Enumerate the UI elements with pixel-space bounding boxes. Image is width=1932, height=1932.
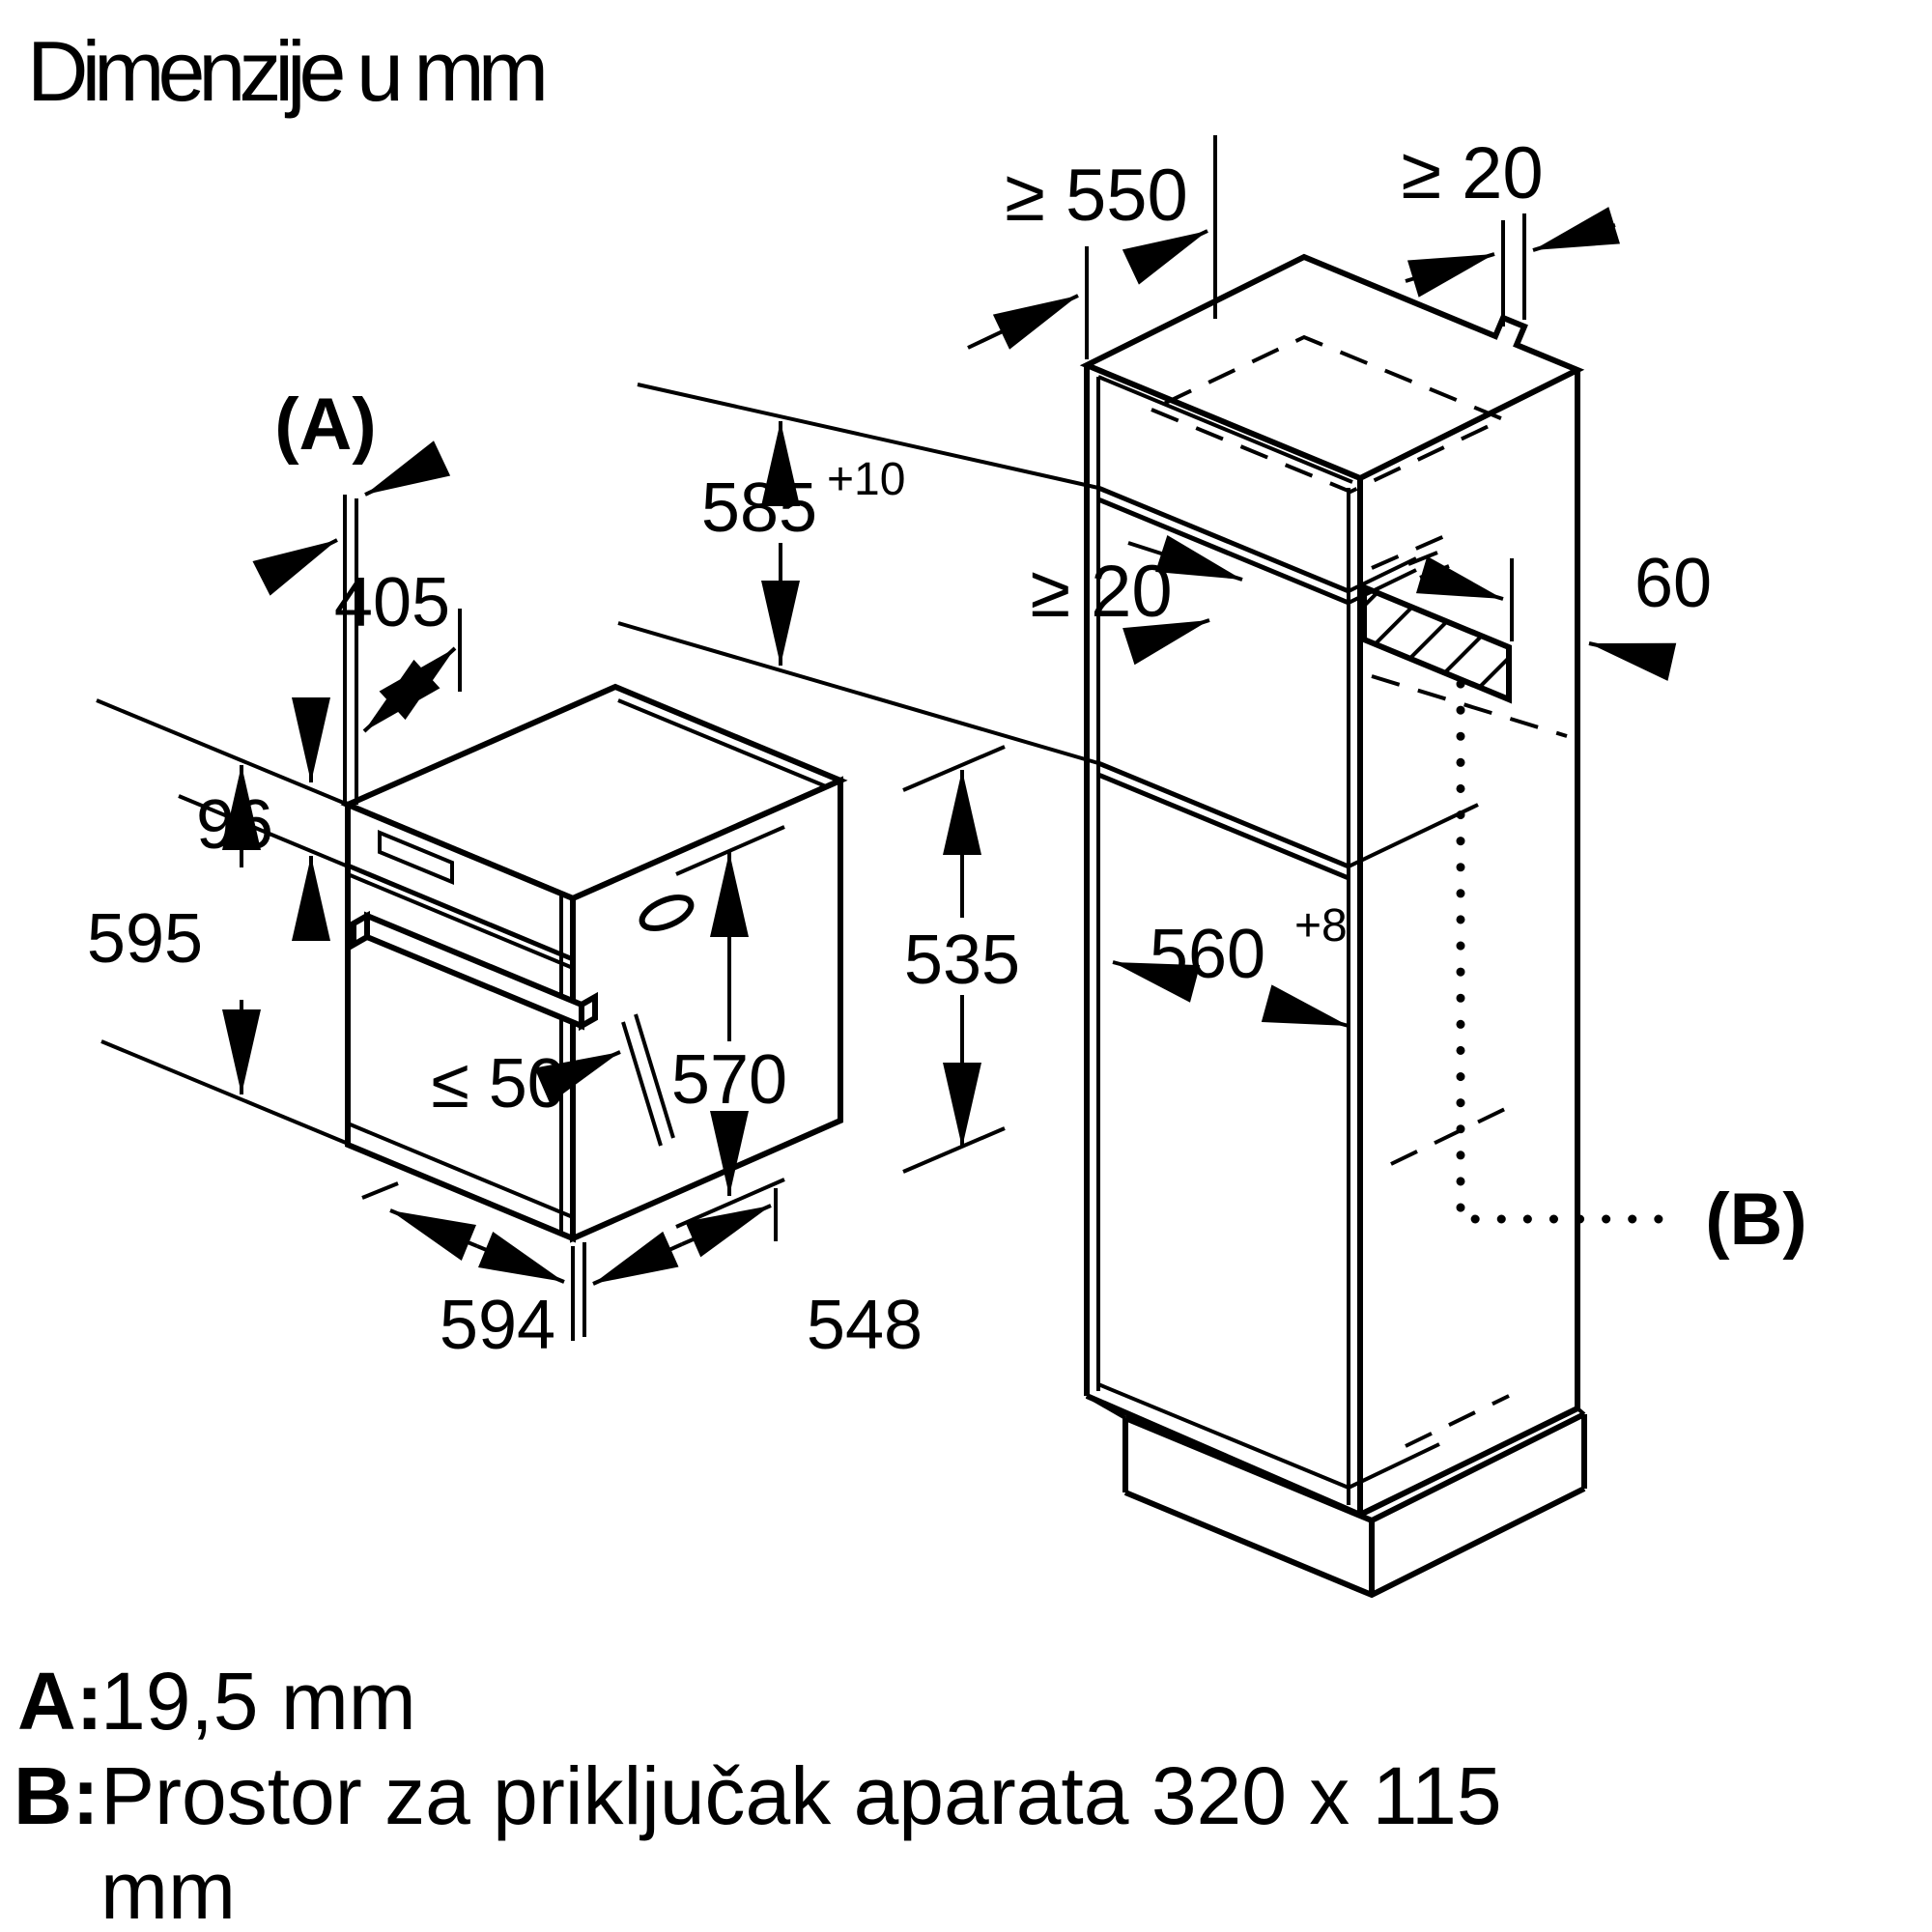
legend-b-key: B: bbox=[14, 1750, 99, 1841]
dim-label-570: 570 bbox=[670, 1041, 788, 1119]
dim-label-20-top: ≥ 20 bbox=[1401, 132, 1544, 214]
dim-a-arrow-1 bbox=[365, 461, 437, 495]
rear-gap-line-2 bbox=[1420, 566, 1449, 578]
shelf2-front-edge-bottom bbox=[1098, 775, 1349, 878]
dim-594-tick-left bbox=[362, 1183, 398, 1198]
legend-a-value: 19,5 mm bbox=[100, 1656, 416, 1747]
shelf2-front-edge-top bbox=[1098, 763, 1349, 867]
hidden-edge-4 bbox=[1406, 1396, 1509, 1446]
dim-594-arrow-right bbox=[477, 1246, 564, 1282]
plinth-connector-right bbox=[1577, 1408, 1584, 1414]
vent-strip-hatched bbox=[1364, 587, 1509, 699]
dim-label-96: 96 bbox=[195, 786, 274, 864]
dim-label-560: 560 bbox=[1149, 916, 1266, 993]
dim-594-arrow-left bbox=[390, 1210, 477, 1246]
dim-label-585-tolerance: +10 bbox=[827, 454, 906, 505]
plinth-bottom-edge bbox=[1125, 1489, 1584, 1595]
dim-548-arrow-left bbox=[593, 1244, 682, 1284]
dim-label-595: 595 bbox=[86, 900, 204, 978]
dim-label-60: 60 bbox=[1634, 545, 1713, 622]
oven-handle-cap-right bbox=[582, 997, 595, 1026]
legend bbox=[14, 1656, 1502, 1932]
dim-label-50: ≤ 50 bbox=[431, 1045, 566, 1122]
dim-label-405: 405 bbox=[333, 564, 451, 641]
ref-label-b: (B) bbox=[1705, 1179, 1807, 1261]
dim-20top-arrow-left bbox=[1406, 254, 1494, 281]
dim-20top-arrow-right bbox=[1533, 225, 1615, 250]
plinth-top-edge bbox=[1125, 1414, 1584, 1520]
connection-area-dotted-line bbox=[1461, 684, 1671, 1219]
dim-560-arrow-right bbox=[1299, 1012, 1349, 1026]
dim-label-20-mid: ≥ 20 bbox=[1030, 551, 1173, 633]
dim-label-594: 594 bbox=[439, 1287, 556, 1364]
hidden-edge-3 bbox=[1391, 1109, 1505, 1164]
dim-405-arrow-left bbox=[364, 690, 410, 731]
dim-550-arrow-left bbox=[968, 296, 1078, 348]
dim-a-arrow-2 bbox=[270, 540, 337, 574]
cabinet-bottom-rear-edge bbox=[1360, 1408, 1577, 1515]
cabinet-bottom-inner-edge bbox=[1098, 1384, 1349, 1488]
dim-405-arrow-right bbox=[410, 648, 455, 690]
page-title: Dimenzije u mm bbox=[27, 23, 549, 119]
dim-535-tick-top bbox=[903, 747, 1005, 790]
dim-label-550: ≥ 550 bbox=[1005, 155, 1188, 237]
dim-label-548: 548 bbox=[806, 1287, 923, 1364]
dim-label-585: 585 bbox=[700, 469, 818, 547]
dim-548-arrow-right bbox=[682, 1206, 771, 1244]
dim-535-tick-bottom bbox=[903, 1128, 1005, 1172]
dim-label-a: (A) bbox=[274, 384, 377, 466]
dim-label-560-tolerance: +8 bbox=[1294, 900, 1348, 952]
dim-60-arrow-outer bbox=[1589, 643, 1666, 661]
legend-b-value-line1: Prostor za priključak aparata 320 x 115 bbox=[100, 1750, 1502, 1841]
dim-60-arrow-inner bbox=[1432, 578, 1503, 599]
legend-a-key: A: bbox=[17, 1656, 103, 1747]
dim-label-535: 535 bbox=[903, 922, 1021, 999]
plinth-connector-left bbox=[1087, 1396, 1125, 1418]
oven-handle-cap-left bbox=[354, 916, 367, 945]
dim-595-ext-bottom bbox=[101, 1041, 346, 1143]
oven-drawing bbox=[348, 687, 840, 1238]
legend-b-value-line2: mm bbox=[100, 1845, 236, 1932]
